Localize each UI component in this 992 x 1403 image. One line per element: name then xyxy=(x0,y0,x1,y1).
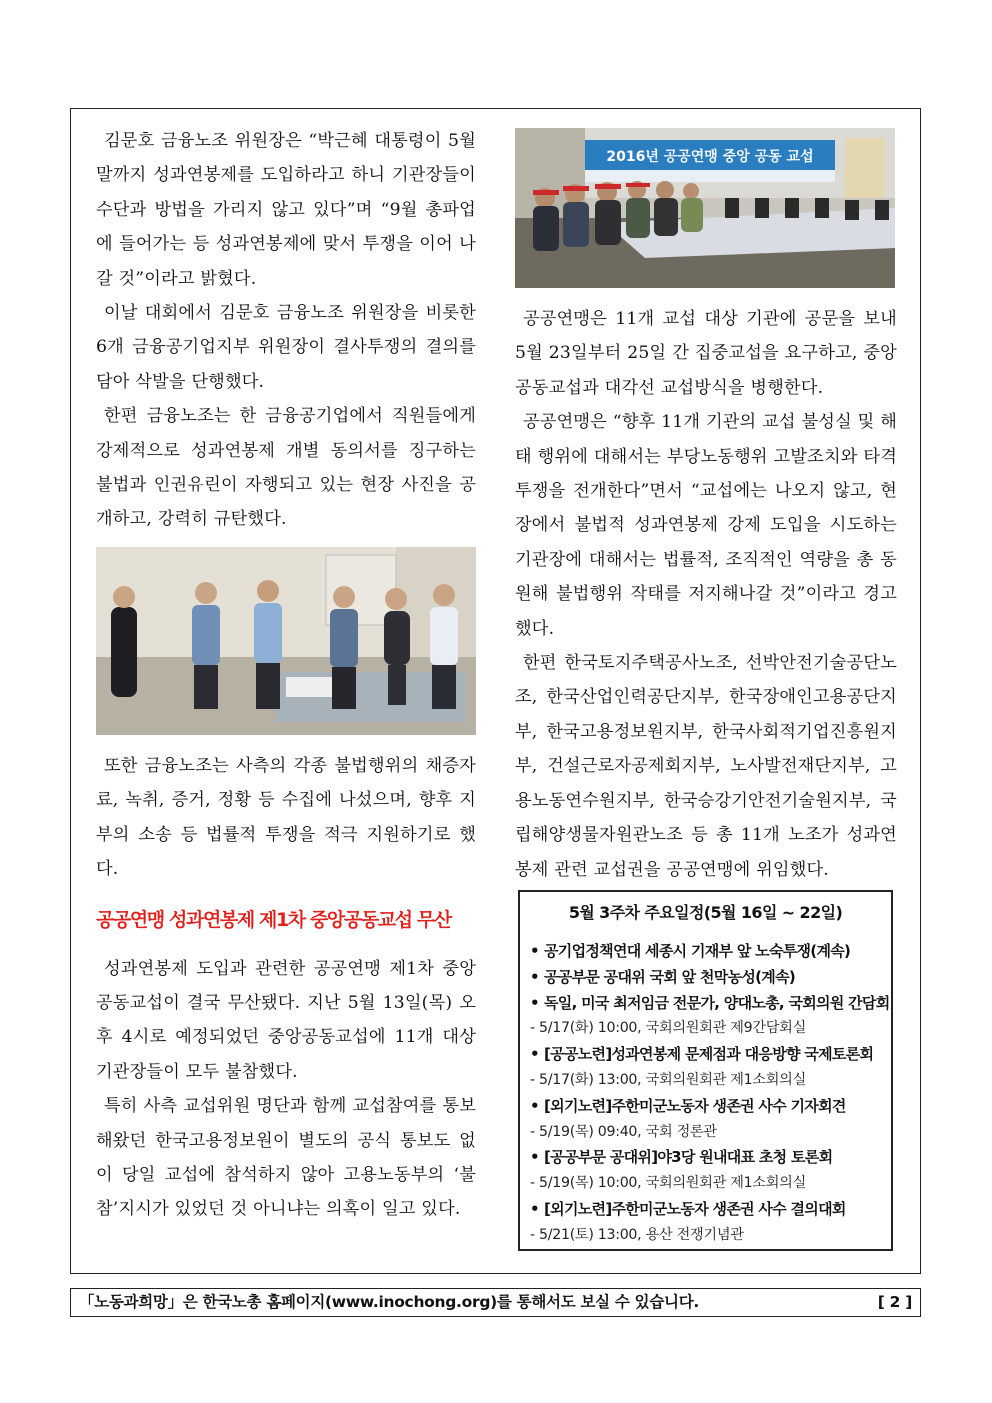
page-footer xyxy=(70,1288,921,1317)
schedule-item-detail: - 5/17(화) 10:00, 국회의원회관 제9간담회실 xyxy=(530,1020,806,1037)
paragraph: 특히 사측 교섭위원 명단과 함께 교섭참여를 통보해왔던 한국고용정보원이 별도의 공식 통보도 없이 당일 교섭에 참석하지 않아 고용노동부의 ‘불참’지시가 있었던 것 아니냐는 의혹이 일고 있다. xyxy=(96,1096,476,1220)
schedule-item-label: [공공노련]성과연봉제 문제점과 대응방향 국제토론회 xyxy=(544,1045,874,1064)
bullet-icon: • xyxy=(530,942,539,960)
schedule-item-label: 공공부문 공대위 국회 앞 천막농성(계속) xyxy=(544,967,796,986)
schedule-item xyxy=(530,1094,881,1120)
schedule-item-label: [외기노련]주한미군노동자 생존권 사수 결의대회 xyxy=(544,1199,846,1218)
page-number: [ 2 ] xyxy=(877,1293,912,1311)
photo-employees-standing xyxy=(96,547,476,735)
paragraph: 공공연맹은 11개 교섭 대상 기관에 공문을 보내 5월 23일부터 25일 간 집중교섭을 요구하고, 중앙공동교섭과 대각선 교섭방식을 병행한다. xyxy=(515,309,897,398)
schedule-item-label: [외기노련]주한미군노동자 생존권 사수 기자회견 xyxy=(544,1096,846,1115)
bullet-icon: • xyxy=(530,993,539,1012)
schedule-item xyxy=(530,1145,881,1171)
paragraph: 이날 대회에서 김문호 금융노조 위원장을 비롯한 6개 금융공기업지부 위원장이 결사투쟁의 결의를 담아 삭발을 단행했다. xyxy=(96,303,476,392)
schedule-item-detail: - 5/17(화) 13:00, 국회의원회관 제1소회의실 xyxy=(530,1071,806,1088)
schedule-item-label: 공기업정책연대 세종시 기재부 앞 노숙투쟁(계속) xyxy=(544,942,851,960)
left-column xyxy=(96,124,476,1227)
schedule-title: 5월 3주차 주요일정(5월 16일 ~ 22일) xyxy=(568,903,843,922)
paragraph: 성과연봉제 도입과 관련한 공공연맹 제1차 중앙공동교섭이 결국 무산됐다. 지난 5월 13일(목) 오후 4시로 예정되었던 중앙공동교섭에 11개 대상 기관장들이 모두 불참했다. xyxy=(96,958,476,1082)
paragraph: 김문호 금융노조 위원장은 “박근혜 대통령이 5월 말까지 성과연봉제를 도입하라고 하니 기관장들이 수단과 방법을 가리지 않고 있다”며 “9월 총파업에 들어가는 등 성과연봉제에 맞서 투쟁을 이어 나갈 것”이라고 밝혔다. xyxy=(96,131,476,289)
paragraph: 공공연맹은 “향후 11개 기관의 교섭 불성실 및 해태 행위에 대해서는 부당노동행위 고발조치와 타격투쟁을 전개한다”면서 “교섭에는 나오지 않고, 현장에서 불법적 성과연봉제 강제 도입을 시도하는 기관장에 대해서는 법률적, 조직적인 역량을 총 동원해 불법행위 작태를 저지해나갈 것”이라고 경고했다. xyxy=(515,412,897,639)
schedule-item xyxy=(530,939,881,965)
paragraph: 한편 금융노조는 한 금융공기업에서 직원들에게 강제적으로 성과연봉제 개별 동의서를 징구하는 불법과 인권유린이 자행되고 있는 현장 사진을 공개하고, 강력히 규탄했다. xyxy=(96,406,476,530)
bullet-icon: • xyxy=(530,967,539,986)
schedule-item xyxy=(530,965,881,991)
bullet-icon: • xyxy=(530,1045,539,1064)
footer-text: 「노동과희망」은 한국노총 홈페이지(www.inochong.org)를 통해서도 보실 수 있습니다. xyxy=(79,1293,699,1311)
weekly-schedule-box xyxy=(518,890,893,1251)
schedule-item-label: [공공부문 공대위]야3당 원내대표 초청 토론회 xyxy=(544,1148,833,1167)
schedule-item-label: 독일, 미국 최저임금 전문가, 양대노총, 국회의원 간담회 xyxy=(544,993,890,1012)
schedule-item xyxy=(530,1197,881,1223)
bullet-icon: • xyxy=(530,1199,539,1218)
bullet-icon: • xyxy=(530,1096,539,1115)
schedule-item-detail: - 5/19(목) 10:00, 국회의원회관 제1소회의실 xyxy=(530,1175,806,1192)
photo-negotiation-meeting xyxy=(515,128,895,288)
photo-banner-text: 2016년 공공연맹 중앙 공동 교섭 xyxy=(606,149,814,165)
paragraph: 또한 금융노조는 사측의 각종 불법행위의 채증자료, 녹취, 증거, 정황 등 수집에 나섰으며, 향후 지부의 소송 등 법률적 투쟁을 적극 지원하기로 했다. xyxy=(96,755,476,880)
section-headline: 공공연맹 성과연봉제 제1차 중앙공동교섭 무산 xyxy=(96,908,451,931)
schedule-list xyxy=(530,939,890,1249)
schedule-item xyxy=(530,1042,881,1068)
bullet-icon: • xyxy=(530,1148,539,1167)
schedule-item xyxy=(530,991,890,1017)
schedule-item-detail: - 5/21(토) 13:00, 용산 전쟁기념관 xyxy=(530,1226,744,1243)
right-column xyxy=(515,128,897,887)
paragraph: 한편 한국토지주택공사노조, 선박안전기술공단노조, 한국산업인력공단지부, 한국장애인고용공단지부, 한국고용정보원지부, 한국사회적기업진흥원지부, 건설근로자공제회지부, 노사발전재단지부, 고용노동연수원지부, 한국승강기안전기술원지부, 국립해양생물자원관노조 등 총 11개 노조가 성과연봉제 관련 교섭권을 공공연맹에 위임했다. xyxy=(515,653,897,880)
schedule-item-detail: - 5/19(목) 09:40, 국회 정론관 xyxy=(530,1123,717,1140)
